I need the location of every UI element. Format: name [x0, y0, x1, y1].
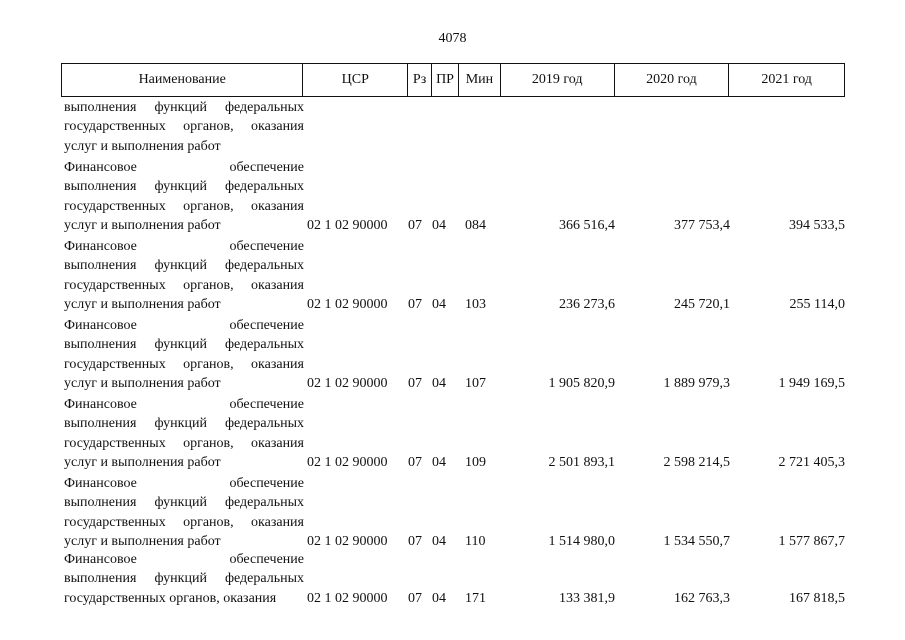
row-name-line: выполнения функций федеральных	[64, 258, 304, 274]
row-2021: 394 533,5	[789, 218, 845, 234]
row-name-line: государственных органов, оказания	[64, 277, 304, 293]
row-pr: 04	[432, 297, 446, 313]
row-pr: 04	[432, 590, 446, 606]
row-name-line: услуг и выполнения работ	[64, 218, 221, 234]
header-2021: 2021 год	[761, 72, 812, 87]
row-name	[64, 316, 304, 394]
header-rz: Рз	[408, 64, 432, 96]
row-csr: 02 1 02 90000	[307, 297, 388, 313]
row-2020: 1 889 979,3	[663, 376, 730, 392]
row-name-line: Финансовое обеспечение	[64, 397, 304, 412]
row-name-line: выполнения функций федеральных	[64, 571, 304, 587]
row-name-line: государственных органов, оказания	[64, 356, 304, 372]
row-min: 103	[465, 297, 486, 313]
row-name-line: услуг и выполнения работ	[64, 138, 221, 154]
row-2021: 2 721 405,3	[778, 455, 845, 471]
row-name	[64, 158, 304, 236]
row-rz: 07	[408, 218, 422, 234]
row-rz: 07	[408, 297, 422, 313]
row-name-line: Финансовое обеспечение	[64, 552, 304, 567]
header-min: Мин	[459, 64, 501, 96]
table-row	[61, 237, 845, 317]
row-min: 110	[465, 534, 486, 550]
row-pr: 04	[432, 455, 446, 471]
table-row	[61, 158, 845, 238]
page-number: 4078	[438, 31, 467, 46]
table-row	[61, 395, 845, 475]
row-name-line: услуг и выполнения работ	[64, 376, 221, 392]
row-2020: 1 534 550,7	[663, 534, 730, 550]
row-rz: 07	[408, 455, 422, 471]
row-name-line: услуг и выполнения работ	[64, 297, 221, 313]
row-name-line: Финансовое обеспечение	[64, 239, 304, 254]
row-2019: 236 273,6	[559, 297, 615, 313]
row-2021: 167 818,5	[789, 590, 845, 606]
row-name-line: выполнения функций федеральных	[64, 337, 304, 353]
row-name-line: Финансовое обеспечение	[64, 318, 304, 333]
row-2019: 2 501 893,1	[548, 455, 615, 471]
row-name-line: услуг и выполнения работ	[64, 534, 221, 550]
row-name	[64, 474, 304, 552]
table-row	[61, 316, 845, 396]
header-2020: 2020 год	[615, 64, 730, 96]
row-2019: 1 514 980,0	[548, 534, 615, 550]
row-min: 084	[465, 218, 486, 234]
row-name-line: государственных органов, оказания	[64, 435, 304, 451]
row-csr: 02 1 02 90000	[307, 218, 388, 234]
row-name-line: государственных органов, оказания	[64, 198, 304, 214]
row-2021: 1 949 169,5	[778, 376, 845, 392]
row-rz: 07	[408, 376, 422, 392]
row-csr: 02 1 02 90000	[307, 590, 388, 606]
row-name	[64, 395, 304, 473]
row-pr: 04	[432, 218, 446, 234]
row-csr: 02 1 02 90000	[307, 376, 388, 392]
row-rz: 07	[408, 534, 422, 550]
row-2021: 255 114,0	[789, 297, 845, 313]
header-csr: ЦСР	[303, 64, 408, 96]
row-2021: 1 577 867,7	[778, 534, 845, 550]
row-name-line: государственных органов, оказания	[64, 590, 277, 606]
header-2019: 2019 год	[501, 64, 615, 96]
row-min: 171	[465, 590, 486, 606]
table-header	[61, 63, 845, 97]
table-row	[61, 550, 845, 630]
row-name	[64, 98, 304, 156]
row-csr: 02 1 02 90000	[307, 455, 388, 471]
header-name: Наименование	[62, 64, 303, 96]
row-name-line: выполнения функций федеральных	[64, 495, 304, 511]
row-2019: 1 905 820,9	[548, 376, 615, 392]
row-name-line: государственных органов, оказания	[64, 514, 304, 530]
row-name-line: выполнения функций федеральных	[64, 100, 304, 115]
row-2019: 133 381,9	[559, 590, 615, 606]
row-2020: 377 753,4	[674, 218, 730, 234]
row-name-line: выполнения функций федеральных	[64, 179, 304, 195]
row-name-line: выполнения функций федеральных	[64, 416, 304, 432]
row-name-line: Финансовое обеспечение	[64, 160, 304, 175]
row-name-line: государственных органов, оказания	[64, 119, 304, 135]
header-pr: ПР	[432, 64, 459, 96]
row-min: 107	[465, 376, 486, 392]
row-min: 109	[465, 455, 486, 471]
row-2020: 162 763,3	[674, 590, 730, 606]
row-name-line: Финансовое обеспечение	[64, 476, 304, 491]
row-2020: 2 598 214,5	[663, 455, 730, 471]
row-rz: 07	[408, 590, 422, 606]
row-2020: 245 720,1	[674, 297, 730, 313]
row-pr: 04	[432, 534, 446, 550]
table-row	[61, 474, 845, 554]
row-name	[64, 237, 304, 315]
row-2019: 366 516,4	[559, 218, 615, 234]
row-csr: 02 1 02 90000	[307, 534, 388, 550]
row-pr: 04	[432, 376, 446, 392]
row-name-line: услуг и выполнения работ	[64, 455, 221, 471]
row-name	[64, 550, 304, 608]
